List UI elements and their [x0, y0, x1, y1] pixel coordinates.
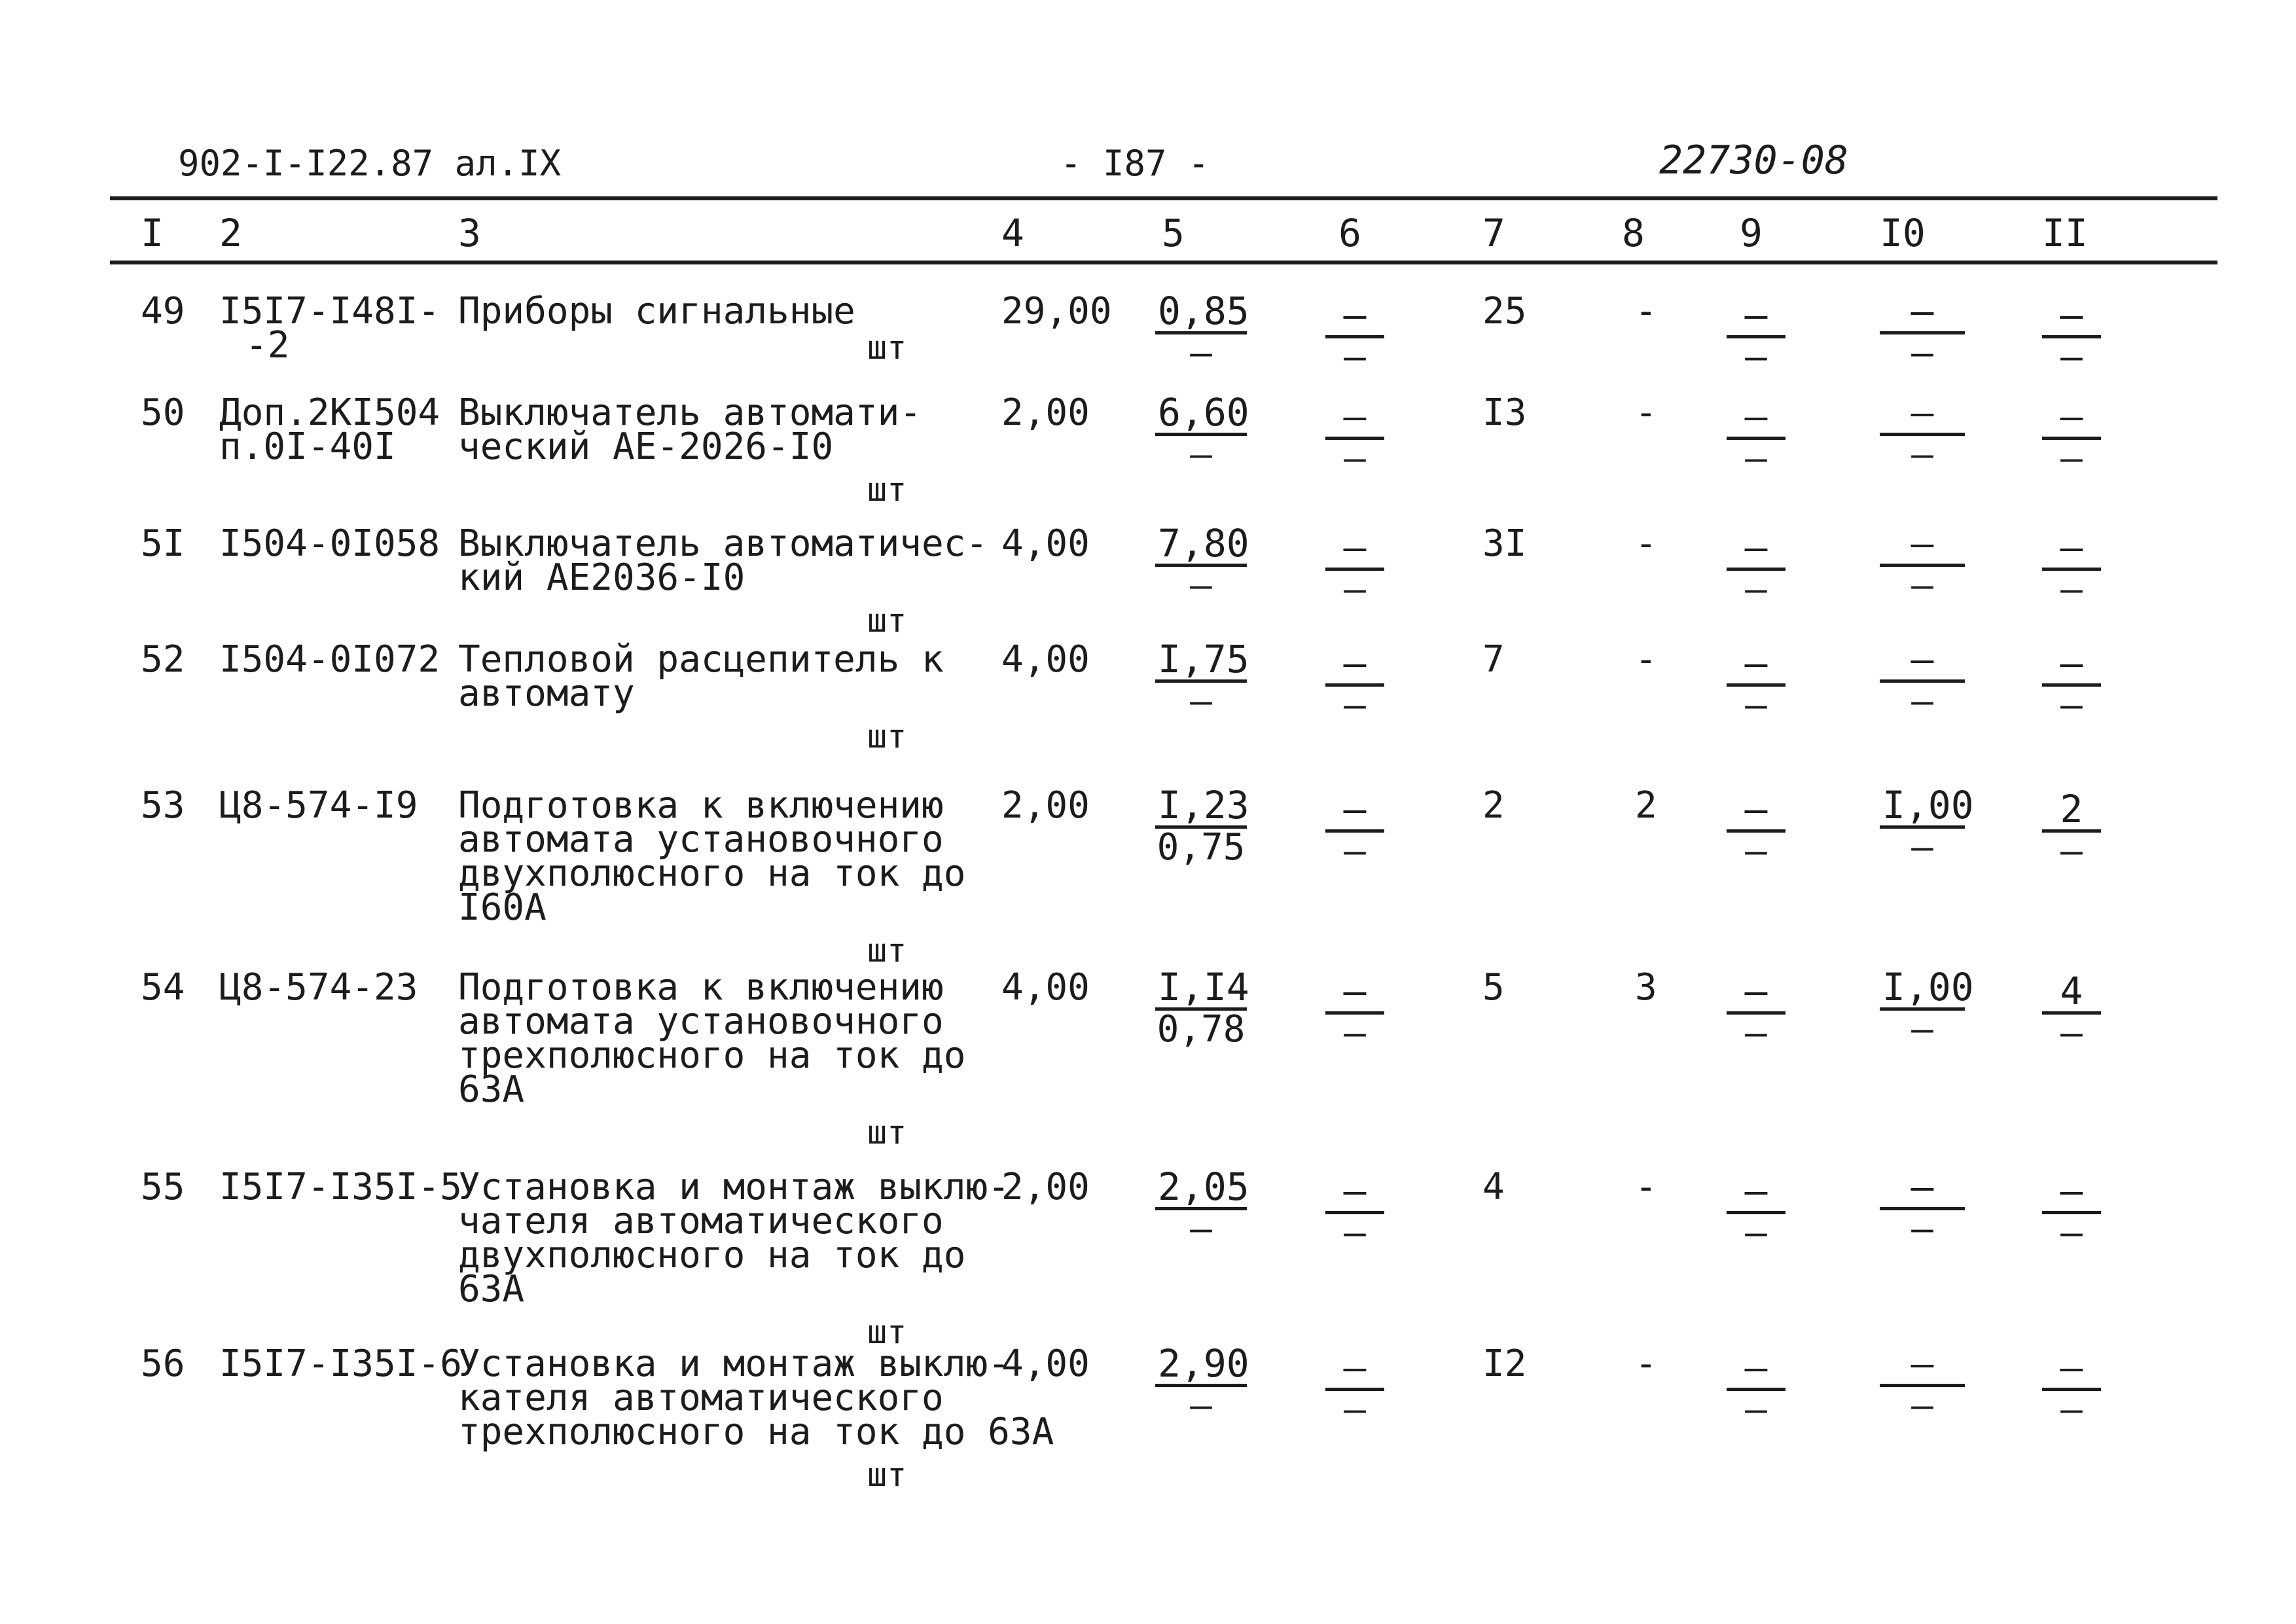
col9-value-denominator: –	[1745, 1012, 1767, 1055]
col6-value-denominator: –	[1344, 684, 1366, 727]
col9-value	[1727, 789, 1785, 871]
col10-value	[1880, 1343, 1965, 1425]
row-number: 55	[141, 1166, 185, 1208]
col7-value: 3I	[1482, 522, 1527, 565]
unit-cost	[1155, 639, 1247, 721]
quantity: 4,00	[1001, 522, 1090, 565]
col10-value-numerator: –	[1880, 291, 1965, 334]
unit-cost	[1155, 291, 1247, 372]
unit-cost-numerator: 7,80	[1155, 523, 1247, 567]
col10-value-numerator: –	[1880, 523, 1965, 567]
price-code	[219, 391, 440, 468]
unit-cost-denominator: –	[1190, 1384, 1212, 1427]
col10-value-denominator: –	[1911, 332, 1933, 374]
col7-value: 25	[1482, 290, 1527, 333]
col9-value-numerator: –	[1727, 396, 1785, 440]
work-description-line: кий АЕ2036-I0	[458, 556, 745, 599]
work-description-line: Установка и монтаж выклю-	[458, 1166, 1010, 1208]
unit-cost-denominator: 0,78	[1157, 1008, 1246, 1051]
quantity: 2,00	[1001, 1166, 1090, 1208]
work-description-line: трехполюсного на ток до	[458, 1034, 966, 1077]
col11-value	[2042, 1347, 2101, 1429]
col11-value-numerator: 2	[2042, 789, 2101, 833]
unit-cost-denominator: 0,75	[1157, 826, 1246, 869]
col9-value	[1727, 1170, 1785, 1252]
col6-value-denominator: –	[1344, 437, 1366, 480]
column-number-4: 4	[1001, 211, 1024, 255]
col6-value	[1325, 1347, 1384, 1429]
col8-value: -	[1635, 391, 1657, 434]
column-number-2: 2	[219, 211, 242, 255]
col9-value-numerator: –	[1727, 295, 1785, 338]
work-description-line: Установка и монтаж выклю-	[458, 1343, 1010, 1385]
unit-of-measure: шт	[867, 602, 907, 640]
work-description	[458, 522, 988, 599]
work-description-line: Подготовка к включению	[458, 966, 944, 1009]
col6-value-numerator: –	[1325, 789, 1384, 833]
quantity: 4,00	[1001, 638, 1090, 681]
price-code-line: I504-0I058	[219, 522, 440, 565]
col10-value-denominator: –	[1911, 1008, 1933, 1051]
price-code-line: Доп.2КI504	[219, 391, 440, 434]
unit-of-measure: шт	[867, 1313, 907, 1351]
col9-value-denominator: –	[1745, 568, 1767, 611]
col7-value: 2	[1482, 784, 1505, 827]
col11-value	[2042, 527, 2101, 609]
price-code-line: I5I7-I35I-6	[219, 1343, 462, 1385]
col11-value-denominator: –	[2060, 336, 2083, 378]
price-code-line: п.0I-40I	[219, 425, 396, 468]
col8-value: 3	[1635, 966, 1657, 1009]
work-description	[458, 638, 944, 715]
col9-value-denominator: –	[1745, 684, 1767, 727]
unit-cost-denominator: –	[1190, 433, 1212, 476]
unit-cost-numerator: 6,60	[1155, 392, 1247, 436]
column-number-7: 7	[1482, 211, 1505, 255]
price-code	[219, 1343, 462, 1385]
col10-value-numerator: –	[1880, 1343, 1965, 1387]
work-description-line: трехполюсного на ток до 63А	[458, 1411, 1054, 1453]
work-description	[458, 1166, 1010, 1310]
col9-value-denominator: –	[1745, 1388, 1767, 1431]
work-description-line: 63А	[458, 1268, 525, 1310]
col9-value	[1727, 295, 1785, 376]
col10-value-denominator: –	[1911, 826, 1933, 869]
col11-value-denominator: –	[2060, 568, 2083, 611]
unit-of-measure: шт	[867, 1113, 907, 1151]
col10-value-denominator: –	[1911, 680, 1933, 723]
col11-value	[2042, 295, 2101, 376]
col11-value	[2042, 789, 2101, 871]
col7-value: I2	[1482, 1343, 1527, 1385]
col6-value-numerator: –	[1325, 643, 1384, 687]
work-description-line: двухполюсного на ток до	[458, 852, 966, 895]
unit-cost	[1155, 392, 1247, 474]
col11-value-numerator: –	[2042, 295, 2101, 338]
col11-value-numerator: –	[2042, 1347, 2101, 1391]
work-description-line: 63А	[458, 1068, 525, 1111]
unit-of-measure: шт	[867, 1456, 907, 1494]
col7-value: 5	[1482, 966, 1505, 1009]
col6-value-denominator: –	[1344, 336, 1366, 378]
unit-of-measure: шт	[867, 717, 907, 755]
unit-cost-numerator: I,I4	[1155, 967, 1247, 1011]
column-number-5: 5	[1162, 211, 1185, 255]
row-number: 54	[141, 966, 185, 1009]
column-number-10: I0	[1880, 211, 1926, 255]
column-number-3: 3	[458, 211, 481, 255]
work-description-line: чателя автоматического	[458, 1200, 944, 1242]
price-code	[219, 1166, 462, 1208]
work-description-line: ческий АЕ-2026-I0	[458, 425, 834, 468]
col9-value-numerator: –	[1727, 1170, 1785, 1214]
col6-value-denominator: –	[1344, 830, 1366, 873]
col11-value-denominator: –	[2060, 1012, 2083, 1055]
col10-value-numerator: I,00	[1880, 967, 1965, 1011]
col7-value: 7	[1482, 638, 1505, 681]
col9-value-numerator: –	[1727, 527, 1785, 571]
col6-value	[1325, 971, 1384, 1053]
page-number: - I87 -	[1060, 143, 1210, 184]
col10-value	[1880, 523, 1965, 605]
unit-cost-denominator: –	[1190, 1208, 1212, 1250]
row-number: 49	[141, 290, 185, 333]
col9-value-numerator: –	[1727, 789, 1785, 833]
unit-cost	[1155, 1343, 1247, 1425]
col9-value	[1727, 643, 1785, 725]
col6-value-numerator: –	[1325, 1170, 1384, 1214]
price-code	[219, 966, 418, 1009]
unit-of-measure: шт	[867, 931, 907, 969]
unit-cost-numerator: 2,05	[1155, 1166, 1247, 1210]
col8-value: -	[1635, 522, 1657, 565]
unit-cost	[1155, 785, 1247, 867]
work-description-line: автомата установочного	[458, 818, 944, 861]
table-header-rule	[110, 261, 2217, 264]
col6-value	[1325, 789, 1384, 871]
col10-value-numerator: –	[1880, 639, 1965, 683]
quantity: 4,00	[1001, 966, 1090, 1009]
column-number-9: 9	[1740, 211, 1763, 255]
work-description-line: кателя автоматического	[458, 1377, 944, 1419]
col10-value-denominator: –	[1911, 433, 1933, 476]
unit-cost	[1155, 967, 1247, 1049]
col6-value-numerator: –	[1325, 1347, 1384, 1391]
table-top-rule	[110, 196, 2217, 200]
row-number: 52	[141, 638, 185, 681]
unit-of-measure: шт	[867, 471, 907, 509]
col7-value: I3	[1482, 391, 1527, 434]
quantity: 29,00	[1001, 290, 1112, 333]
unit-cost-numerator: 2,90	[1155, 1343, 1247, 1387]
col9-value-denominator: –	[1745, 830, 1767, 873]
col11-value-numerator: –	[2042, 1170, 2101, 1214]
work-description	[458, 966, 966, 1111]
col10-value	[1880, 639, 1965, 721]
quantity: 4,00	[1001, 1343, 1090, 1385]
price-code-line: -2	[245, 324, 290, 367]
price-code-line: Ц8-574-I9	[219, 784, 418, 827]
quantity: 2,00	[1001, 784, 1090, 827]
unit-cost-denominator: –	[1190, 564, 1212, 607]
col6-value	[1325, 643, 1384, 725]
work-description-line: Тепловой расцепитель к	[458, 638, 944, 681]
col6-value-numerator: –	[1325, 527, 1384, 571]
col6-value-numerator: –	[1325, 295, 1384, 338]
row-number: 56	[141, 1343, 185, 1385]
column-number-11: II	[2042, 211, 2088, 255]
work-description-line: Выключатель автоматичес-	[458, 522, 988, 565]
price-code-line: I504-0I072	[219, 638, 440, 681]
col10-value	[1880, 783, 1974, 869]
unit-cost-numerator: I,23	[1155, 785, 1247, 829]
price-code-line: Ц8-574-23	[219, 966, 418, 1009]
col6-value-numerator: –	[1325, 396, 1384, 440]
work-description-line: I60А	[458, 886, 547, 929]
column-number-6: 6	[1338, 211, 1361, 255]
col9-value-denominator: –	[1745, 437, 1767, 480]
col10-value-denominator: –	[1911, 1208, 1933, 1250]
col10-value-denominator: –	[1911, 564, 1933, 607]
inventory-number: 22730-08	[1659, 137, 1848, 183]
unit-cost-denominator: –	[1190, 680, 1212, 723]
work-description-line: двухполюсного на ток до	[458, 1234, 966, 1276]
column-number-1: I	[141, 211, 164, 255]
col6-value-denominator: –	[1344, 1212, 1366, 1254]
col11-value	[2042, 971, 2101, 1053]
col10-value	[1880, 1166, 1965, 1248]
col10-value-numerator: I,00	[1880, 785, 1965, 829]
work-description-line: автомата установочного	[458, 1000, 944, 1043]
col10-value-numerator: –	[1880, 1166, 1965, 1210]
row-number: 53	[141, 784, 185, 827]
document-code: 902-I-I22.87 ал.IX	[178, 143, 562, 184]
unit-of-measure: шт	[867, 329, 907, 367]
col8-value: -	[1635, 1343, 1657, 1385]
col11-value-numerator: 4	[2042, 971, 2101, 1015]
price-code	[219, 290, 440, 367]
col6-value	[1325, 1170, 1384, 1252]
work-description-line: Приборы сигнальные	[458, 290, 855, 333]
col10-value-numerator: –	[1880, 392, 1965, 436]
quantity: 2,00	[1001, 391, 1090, 434]
col11-value	[2042, 1170, 2101, 1252]
col6-value	[1325, 527, 1384, 609]
col6-value-numerator: –	[1325, 971, 1384, 1015]
col11-value-denominator: –	[2060, 830, 2083, 873]
col10-value	[1880, 291, 1965, 372]
unit-cost-numerator: I,75	[1155, 639, 1247, 683]
col9-value	[1727, 1347, 1785, 1429]
col9-value-denominator: –	[1745, 1212, 1767, 1254]
col9-value	[1727, 396, 1785, 478]
col8-value: -	[1635, 638, 1657, 681]
work-description-line: Подготовка к включению	[458, 784, 944, 827]
col9-value-denominator: –	[1745, 336, 1767, 378]
column-number-8: 8	[1622, 211, 1645, 255]
col8-value: -	[1635, 1166, 1657, 1208]
col10-value	[1880, 965, 1974, 1051]
price-code	[219, 638, 440, 681]
col11-value	[2042, 396, 2101, 478]
col10-value-denominator: –	[1911, 1384, 1933, 1427]
col11-value-denominator: –	[2060, 1388, 2083, 1431]
price-code-line: I5I7-I48I-	[219, 290, 440, 333]
price-code	[219, 522, 440, 565]
col6-value-denominator: –	[1344, 568, 1366, 611]
col11-value-denominator: –	[2060, 684, 2083, 727]
work-description	[458, 1343, 1054, 1453]
col11-value-denominator: –	[2060, 1212, 2083, 1254]
unit-cost	[1155, 1166, 1247, 1248]
work-description	[458, 290, 855, 333]
col11-value-numerator: –	[2042, 527, 2101, 571]
col11-value-denominator: –	[2060, 437, 2083, 480]
price-code-line: I5I7-I35I-5	[219, 1166, 462, 1208]
col9-value	[1727, 527, 1785, 609]
col10-value	[1880, 392, 1965, 474]
col8-value: 2	[1635, 784, 1657, 827]
col6-value-denominator: –	[1344, 1012, 1366, 1055]
unit-cost-denominator: –	[1190, 332, 1212, 374]
row-number: 5I	[141, 522, 185, 565]
work-description	[458, 784, 966, 929]
work-description-line: автомату	[458, 672, 635, 715]
work-description-line: Выключатель автомати-	[458, 391, 922, 434]
unit-cost	[1155, 523, 1247, 605]
col7-value: 4	[1482, 1166, 1505, 1208]
col9-value-numerator: –	[1727, 643, 1785, 687]
price-code	[219, 784, 418, 827]
col6-value	[1325, 295, 1384, 376]
col11-value	[2042, 643, 2101, 725]
col11-value-numerator: –	[2042, 643, 2101, 687]
work-description	[458, 391, 922, 468]
col9-value	[1727, 971, 1785, 1053]
row-number: 50	[141, 391, 185, 434]
col9-value-numerator: –	[1727, 1347, 1785, 1391]
col9-value-numerator: –	[1727, 971, 1785, 1015]
col6-value	[1325, 396, 1384, 478]
unit-cost-numerator: 0,85	[1155, 291, 1247, 334]
col8-value: -	[1635, 290, 1657, 333]
col6-value-denominator: –	[1344, 1388, 1366, 1431]
col11-value-numerator: –	[2042, 396, 2101, 440]
